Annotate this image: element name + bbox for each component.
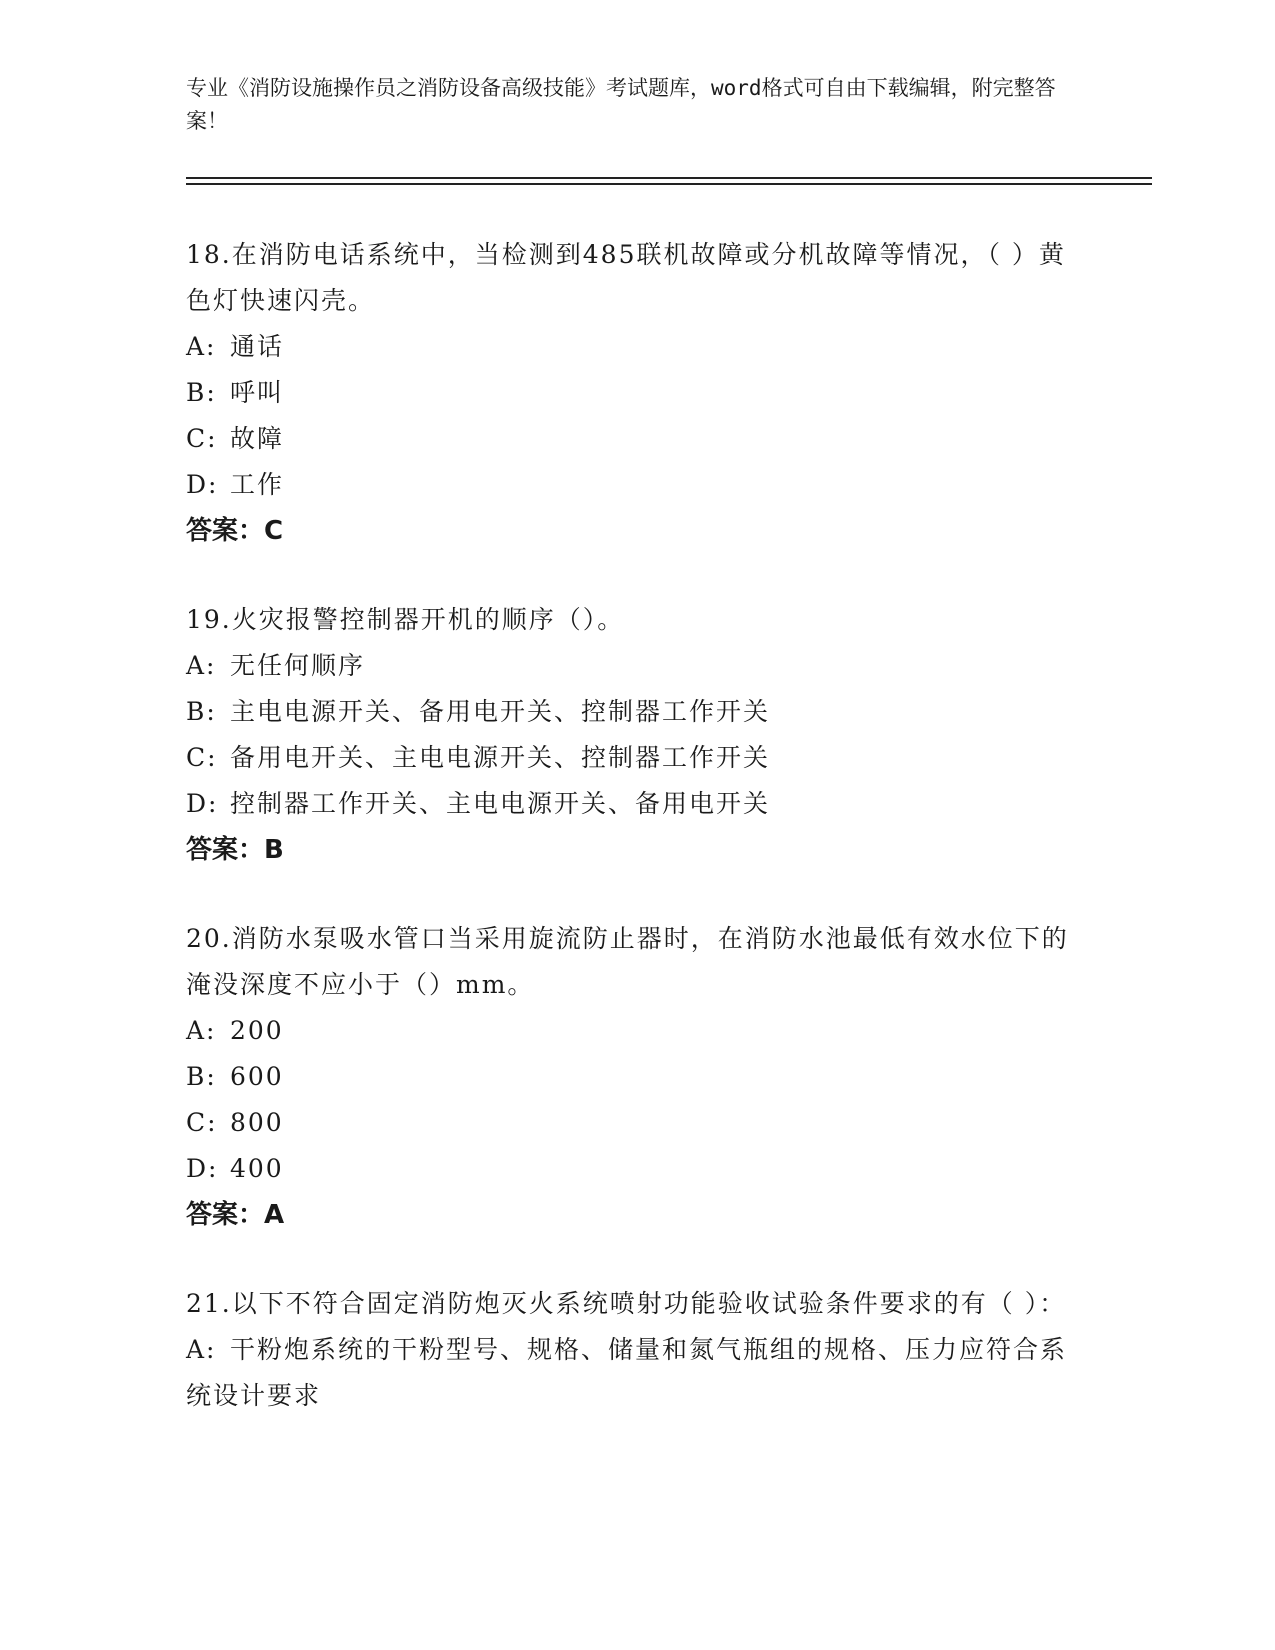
option-a: [186, 643, 1086, 689]
option-text: 控制器工作开关、主电电源开关、备用电开关: [230, 789, 771, 818]
option-d: [186, 1146, 1086, 1192]
option-letter: D:: [186, 470, 219, 499]
option-text: 主电电源开关、备用电开关、控制器工作开关: [230, 697, 771, 726]
option-text: 备用电开关、主电电源开关、控制器工作开关: [230, 743, 771, 772]
option-d: [186, 781, 1086, 827]
option-text: 干粉炮系统的干粉型号、规格、储量和氮气瓶组的规格、压力应符合系统设计要求: [186, 1335, 1068, 1410]
option-text: 无任何顺序: [230, 651, 366, 680]
option-text: 故障: [230, 424, 285, 453]
question-21: [186, 1281, 1086, 1419]
option-letter: A:: [186, 651, 217, 680]
option-a: [186, 1327, 1086, 1419]
option-text: 呼叫: [230, 378, 285, 407]
option-c: [186, 735, 1086, 781]
spacer: [186, 1238, 1086, 1281]
option-b: [186, 689, 1086, 735]
header-intro: 专业《消防设施操作员之消防设备高级技能》考试题库，word格式可自由下载编辑，附完整答案！: [186, 76, 1056, 133]
option-b: [186, 370, 1086, 416]
answer-label: 答案：A: [186, 1200, 285, 1230]
option-a: [186, 324, 1086, 370]
option-text: 800: [230, 1108, 284, 1137]
option-letter: A:: [186, 1016, 217, 1045]
option-letter: D:: [186, 789, 219, 818]
option-letter: B:: [186, 378, 217, 407]
question-stem: 18.在消防电话系统中，当检测到485联机故障或分机故障等情况，（ ）黄色灯快速闪壳。: [186, 240, 1066, 315]
question-18: [186, 232, 1086, 554]
option-c: [186, 416, 1086, 462]
option-letter: D:: [186, 1154, 219, 1183]
question-list: [186, 232, 1086, 1419]
option-letter: B:: [186, 697, 217, 726]
spacer: [186, 873, 1086, 916]
question-stem: 21.以下不符合固定消防炮灭火系统喷射功能验收试验条件要求的有（ ）：: [186, 1289, 1067, 1318]
option-letter: A:: [186, 332, 217, 361]
answer-label: 答案：B: [186, 835, 284, 865]
option-text: 通话: [230, 332, 285, 361]
option-d: [186, 462, 1086, 508]
question-20: [186, 916, 1086, 1238]
option-letter: C:: [186, 424, 218, 453]
option-letter: C:: [186, 743, 218, 772]
option-letter: C:: [186, 1108, 218, 1137]
header-divider-bottom: [186, 183, 1152, 185]
option-text: 400: [230, 1154, 284, 1183]
option-letter: A:: [186, 1335, 217, 1364]
question-stem: 19.火灾报警控制器开机的顺序（）。: [186, 605, 625, 634]
option-text: 600: [230, 1062, 284, 1091]
option-letter: B:: [186, 1062, 217, 1091]
header-divider-top: [186, 177, 1152, 179]
answer-label: 答案：C: [186, 516, 284, 546]
question-19: [186, 597, 1086, 873]
option-a: [186, 1008, 1086, 1054]
option-c: [186, 1100, 1086, 1146]
option-b: [186, 1054, 1086, 1100]
option-text: 工作: [230, 470, 285, 499]
option-text: 200: [230, 1016, 284, 1045]
spacer: [186, 554, 1086, 597]
question-stem: 20.消防水泵吸水管口当采用旋流防止器时，在消防水池最低有效水位下的淹没深度不应小于（）mm。: [186, 924, 1069, 999]
